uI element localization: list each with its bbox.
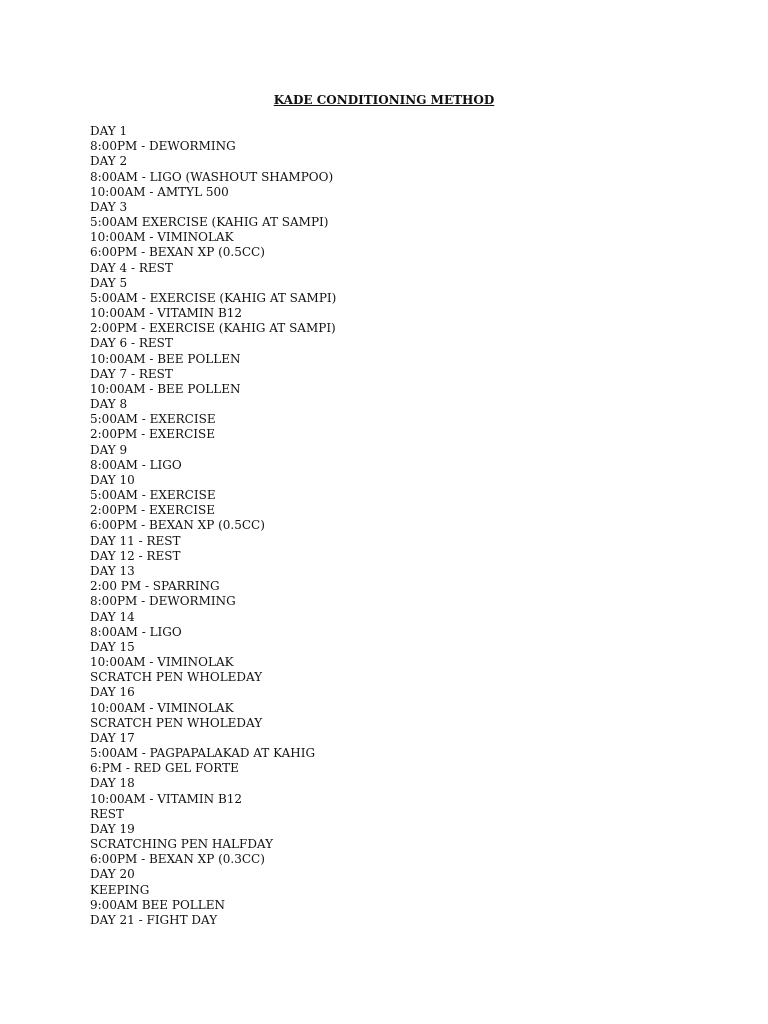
schedule-line: 9:00AM BEE POLLEN xyxy=(90,897,225,912)
schedule-line: DAY 18 xyxy=(90,776,135,791)
schedule-line: 10:00AM - AMTYL 500 xyxy=(90,184,229,199)
schedule-line: 10:00AM - BEE POLLEN xyxy=(90,381,241,396)
schedule-line: 8:00PM - DEWORMING xyxy=(90,139,236,154)
schedule-line: 2:00PM - EXERCISE (KAHIG AT SAMPI) xyxy=(90,321,336,336)
schedule-line: 5:00AM - EXERCISE xyxy=(90,412,216,427)
schedule-line: 6:00PM - BEXAN XP (0.5CC) xyxy=(90,245,265,260)
schedule-line: 10:00AM - VITAMIN B12 xyxy=(90,791,243,806)
schedule-line: 10:00AM - BEE POLLEN xyxy=(90,351,241,366)
schedule-line: 6:00PM - BEXAN XP (0.3CC) xyxy=(90,852,265,867)
schedule-line: 5:00AM - EXERCISE (KAHIG AT SAMPI) xyxy=(90,290,337,305)
schedule-line: DAY 16 xyxy=(90,685,135,700)
schedule-line: DAY 3 xyxy=(90,199,128,214)
schedule-line: DAY 8 xyxy=(90,397,128,412)
schedule-line: 6:PM - RED GEL FORTE xyxy=(90,761,239,776)
schedule-line: DAY 10 xyxy=(90,472,135,487)
schedule-line: DAY 14 xyxy=(90,609,135,624)
document-title: KADE CONDITIONING METHOD xyxy=(273,93,495,107)
schedule-line: SCRATCHING PEN HALFDAY xyxy=(90,837,274,852)
schedule-line: 5:00AM EXERCISE (KAHIG AT SAMPI) xyxy=(90,215,329,230)
schedule-line: 10:00AM - VITAMIN B12 xyxy=(90,306,243,321)
schedule-line: DAY 5 xyxy=(90,275,128,290)
schedule-line: 10:00AM - VIMINOLAK xyxy=(90,700,234,715)
schedule-line: SCRATCH PEN WHOLEDAY xyxy=(90,670,263,685)
schedule-line: DAY 7 - REST xyxy=(90,366,173,381)
schedule-line: 8:00AM - LIGO xyxy=(90,624,182,639)
schedule-line: DAY 15 xyxy=(90,639,135,654)
schedule-line: DAY 17 xyxy=(90,730,135,745)
schedule-line: 5:00AM - PAGPAPALAKAD AT KAHIG xyxy=(90,746,316,761)
schedule-line: 2:00 PM - SPARRING xyxy=(90,579,220,594)
schedule-line: DAY 1 xyxy=(90,124,128,138)
schedule-line: 10:00AM - VIMINOLAK xyxy=(90,230,234,245)
schedule-line: 8:00PM - DEWORMING xyxy=(90,594,236,609)
schedule-line: 2:00PM - EXERCISE xyxy=(90,503,215,518)
schedule-line: KEEPING xyxy=(90,882,150,897)
schedule-line: 8:00AM - LIGO xyxy=(90,457,182,472)
schedule-line: DAY 2 xyxy=(90,154,128,169)
schedule-line: DAY 20 xyxy=(90,867,135,882)
schedule-line: 8:00AM - LIGO (WASHOUT SHAMPOO) xyxy=(90,169,334,184)
schedule-line: DAY 12 - REST xyxy=(90,548,181,563)
schedule-line: DAY 13 xyxy=(90,563,135,578)
schedule-line: DAY 19 xyxy=(90,821,135,836)
schedule-line: 6:00PM - BEXAN XP (0.5CC) xyxy=(90,518,265,533)
schedule-line: SCRATCH PEN WHOLEDAY xyxy=(90,715,263,730)
schedule-line: DAY 6 - REST xyxy=(90,336,173,351)
schedule-line: DAY 21 - FIGHT DAY xyxy=(90,912,218,927)
schedule-line: DAY 11 - REST xyxy=(90,533,181,548)
schedule-line: DAY 9 xyxy=(90,442,128,457)
schedule-line: 2:00PM - EXERCISE xyxy=(90,427,215,442)
schedule-list xyxy=(90,124,690,928)
schedule-line: DAY 4 - REST xyxy=(90,260,173,275)
schedule-line: REST xyxy=(90,806,125,821)
schedule-line: 5:00AM - EXERCISE xyxy=(90,488,216,503)
schedule-line: 10:00AM - VIMINOLAK xyxy=(90,655,234,670)
